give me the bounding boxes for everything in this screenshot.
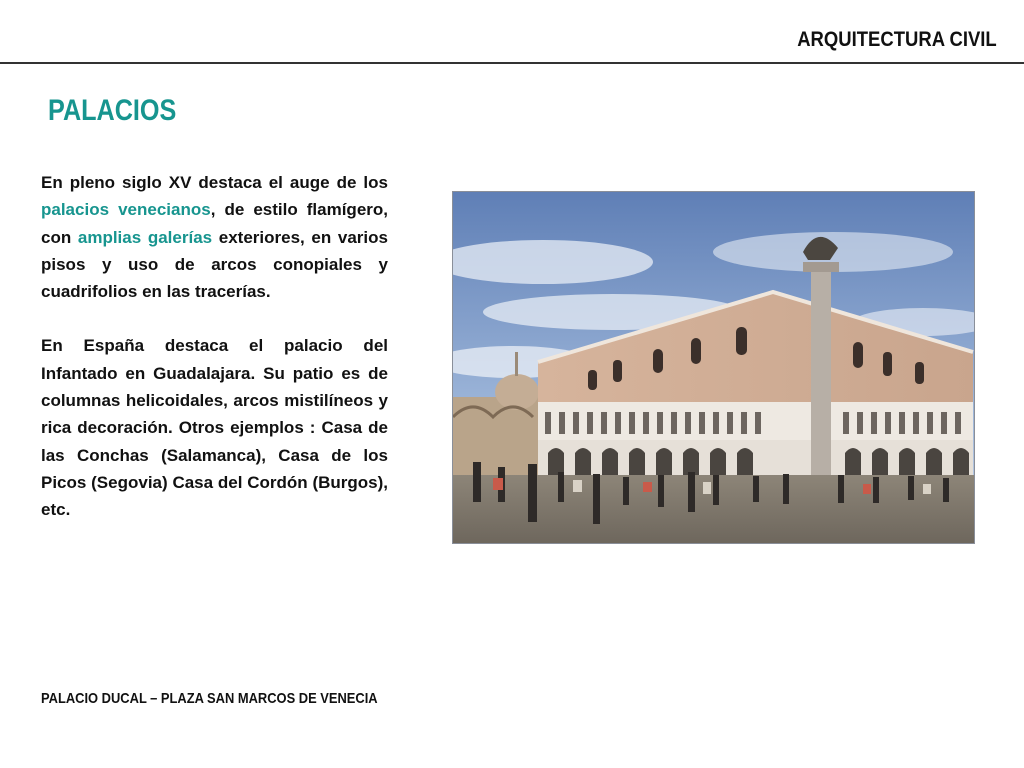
image-caption: PALACIO DUCAL – PLAZA SAN MARCOS DE VENECIA: [41, 690, 378, 707]
body-text: [41, 169, 388, 524]
header-title: ARQUITECTURA CIVIL: [797, 28, 997, 51]
paragraph-1-text-a: En pleno siglo XV destaca el auge de los: [41, 173, 388, 192]
header-divider: [0, 62, 1024, 64]
palazzo-ducale-photo: [452, 191, 975, 544]
paragraph-2: En España destaca el palacio del Infantado en Guadalajara. Su patio es de columnas helicoidales, arcos mistilíneos y rica decoración. Otros ejemplos : Casa de las Conchas (Salamanca), Casa de los Picos (Segovia) Casa del Cordón (Burgos), etc.: [41, 336, 388, 520]
paragraph-1: [41, 169, 388, 305]
paragraph-1-text-b: , de estilo flamígero, con: [41, 200, 388, 247]
paragraph-1-text-c: exteriores, en varios pisos y uso de arcos conopiales y cuadrifolios en las tracerías.: [41, 227, 388, 302]
highlight-amplias-galerias: amplias galerías: [77, 227, 213, 247]
highlight-palacios-venecianos: palacios venecianos: [41, 200, 211, 220]
section-title: PALACIOS: [48, 94, 177, 127]
